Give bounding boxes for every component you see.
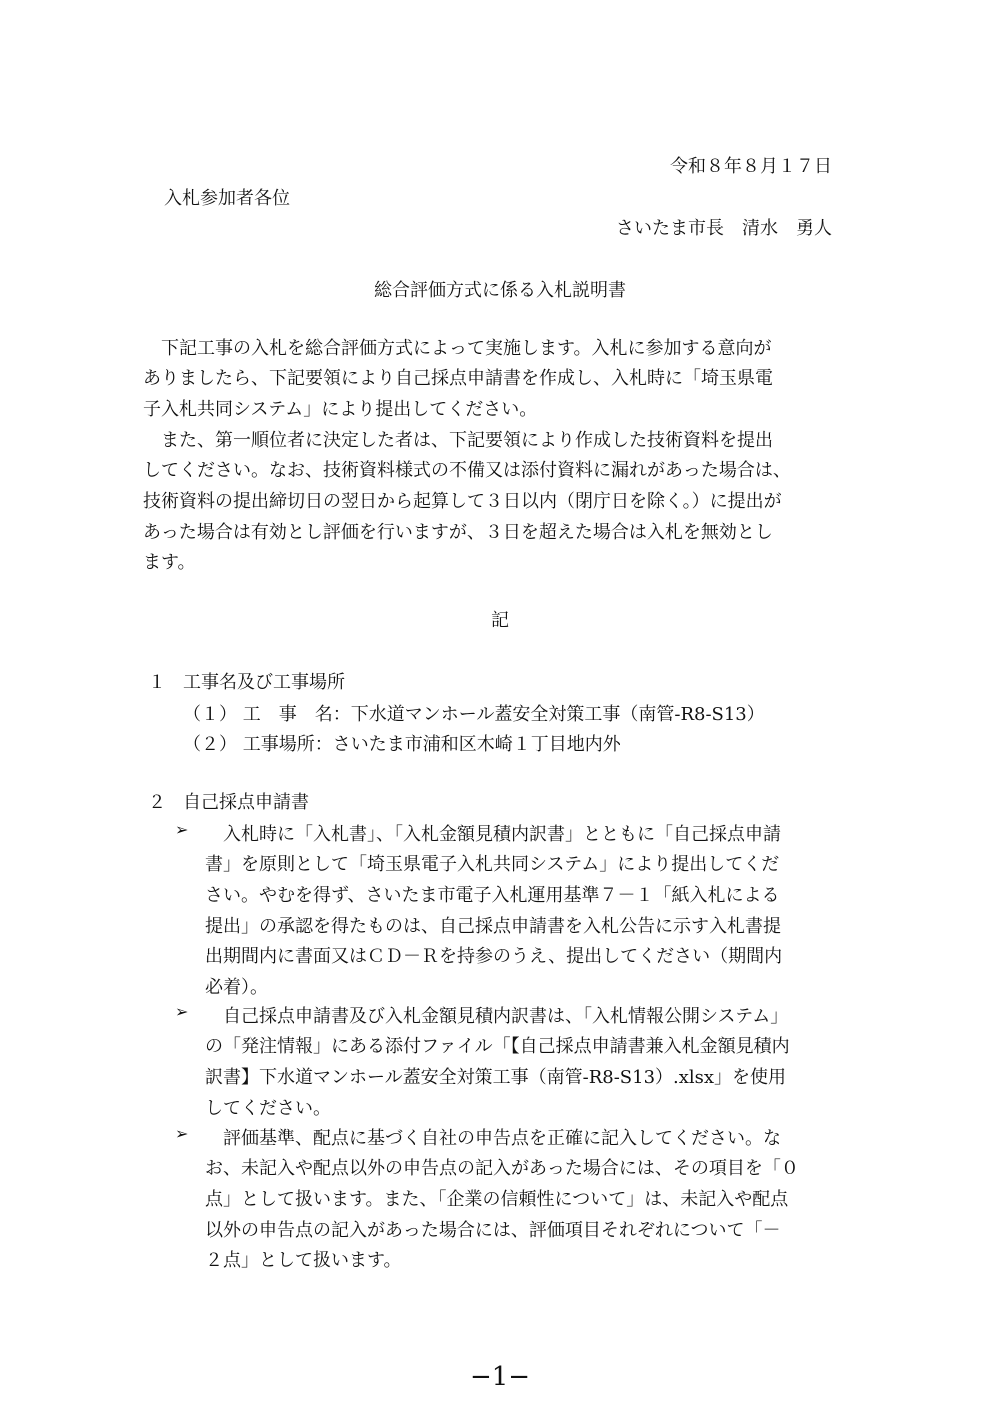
bullet-line: 自己採点申請書及び入札金額見積内訳書は、「入札情報公開システム」 bbox=[205, 1006, 789, 1027]
arrow-bullet-icon: ➢ bbox=[175, 820, 189, 839]
page-number: −1− bbox=[469, 1362, 531, 1392]
section-number: ２ bbox=[148, 792, 166, 813]
bullet-line: してください。 bbox=[205, 1098, 331, 1119]
intro-line: 下記工事の入札を総合評価方式によって実施します。入札に参加する意向が bbox=[143, 338, 772, 359]
bullet-line: 必着）。 bbox=[205, 977, 268, 998]
intro-line: 子入札共同システム」により提出してください。 bbox=[143, 399, 538, 420]
bullet-line: 評価基準、配点に基づく自社の申告点を正確に記入してください。な bbox=[205, 1128, 781, 1149]
construction-location: （２） 工事場所：さいたま市浦和区木崎１丁目地内外 bbox=[183, 734, 621, 755]
section-number: １ bbox=[148, 672, 166, 693]
bullet-line: ２点」として扱います。 bbox=[205, 1250, 402, 1271]
bullet-line: 提出」の承認を得たものは、自己採点申請書を入札公告に示す入札書提 bbox=[205, 916, 781, 937]
bullet-line: 入札時に「入札書」、「入札金額見積内訳書」とともに「自己採点申請 bbox=[205, 824, 781, 845]
document-date: 令和８年８月１７日 bbox=[670, 156, 832, 177]
construction-name: （１） 工 事 名：下水道マンホール蓋安全対策工事（南管-R8-S13） bbox=[183, 704, 765, 725]
bullet-line: の「発注情報」にある添付ファイル「【自己採点申請書兼入札金額見積内 bbox=[205, 1036, 790, 1057]
bullet-line: さい。やむを得ず、さいたま市電子入札運用基準７－１「紙入札による bbox=[205, 885, 780, 906]
sender: さいたま市長 清水 勇人 bbox=[616, 218, 832, 239]
bullet-line: 出期間内に書面又はＣＤ－Ｒを持参のうえ、提出してください（期間内 bbox=[205, 946, 783, 967]
bullet-line: 訳書】下水道マンホール蓋安全対策工事（南管-R8-S13）.xlsx」を使用 bbox=[205, 1067, 787, 1088]
intro-line: してください。なお、技術資料様式の不備又は添付資料に漏れがあった場合は、 bbox=[143, 460, 791, 481]
intro-line: また、第一順位者に決定した者は、下記要領により作成した技術資料を提出 bbox=[143, 430, 773, 451]
intro-line: 技術資料の提出締切日の翌日から起算して３日以内（閉庁日を除く。）に提出が bbox=[143, 491, 782, 512]
section-title: 自己採点申請書 bbox=[183, 792, 309, 813]
section-title: 工事名及び工事場所 bbox=[183, 672, 345, 693]
intro-line: あった場合は有効とし評価を行いますが、３日を超えた場合は入札を無効とし bbox=[143, 522, 773, 543]
bullet-line: 点」として扱います。また、「企業の信頼性について」は、未記入や配点 bbox=[205, 1189, 789, 1210]
arrow-bullet-icon: ➢ bbox=[175, 1002, 189, 1021]
document-title: 総合評価方式に係る入札説明書 bbox=[374, 280, 626, 301]
bullet-line: お、未記入や配点以外の申告点の記入があった場合には、その項目を「０ bbox=[205, 1158, 799, 1179]
intro-line: ありましたら、下記要領により自己採点申請書を作成し、入札時に「埼玉県電 bbox=[143, 368, 773, 389]
addressee: 入札参加者各位 bbox=[164, 188, 290, 209]
ki-heading: 記 bbox=[491, 610, 509, 631]
bullet-line: 書」を原則として「埼玉県電子入札共同システム」により提出してくだ bbox=[205, 854, 780, 875]
intro-line: ます。 bbox=[143, 552, 196, 573]
arrow-bullet-icon: ➢ bbox=[175, 1124, 189, 1143]
bullet-line: 以外の申告点の記入があった場合には、評価項目それぞれについて「－ bbox=[205, 1220, 781, 1241]
